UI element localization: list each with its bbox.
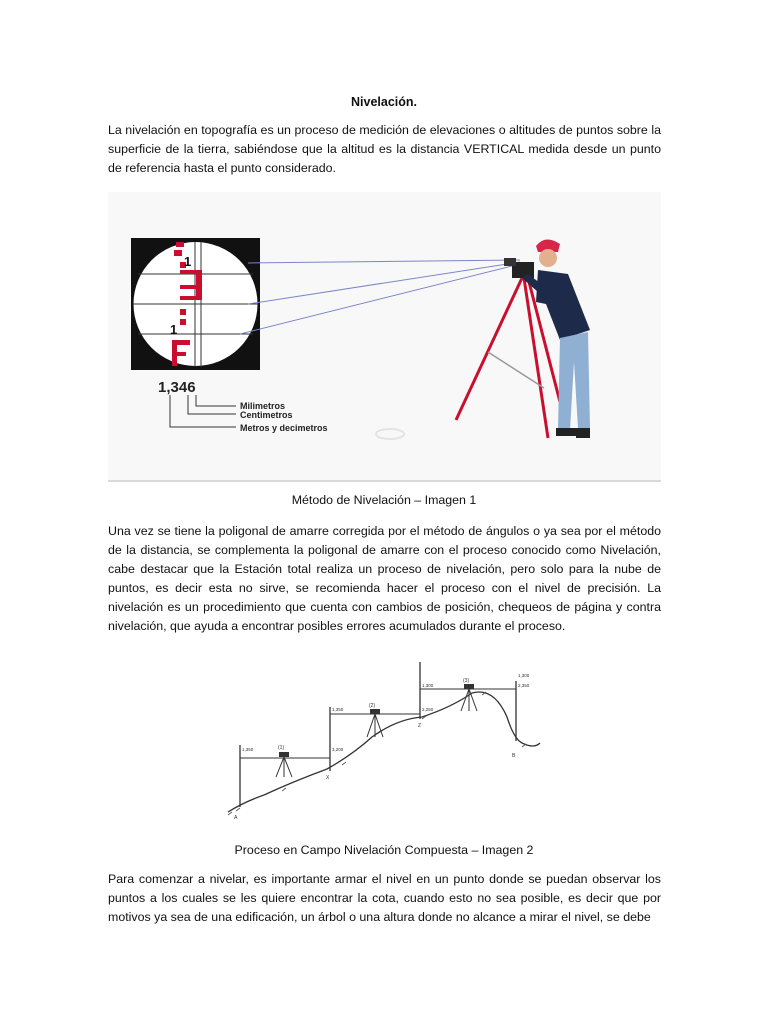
figure2-caption: Proceso en Campo Nivelación Compuesta – Imagen 2 <box>234 843 534 857</box>
rod-reading-6: 2,350 <box>518 683 530 688</box>
figure-compound-leveling-diagram <box>222 657 544 822</box>
paragraph-procedure: Para comenzar a nivelar, es importante armar el nivel en un punto donde se puedan observar los puntos a los cuales se les quiere encontrar la cota, cuando esto no sea posible, es decir que por motivos ya sea de una edificación, un árbol o una altura donde no alcance a mirar el nivel, se debe <box>108 872 661 924</box>
station-label-1: (1) <box>278 745 285 751</box>
point-label-z: Z <box>418 723 422 729</box>
rod-reading-3: 1,350 <box>332 707 344 712</box>
rod-reading-1: 1,350 <box>242 747 254 752</box>
page-title: Nivelación. <box>351 95 417 109</box>
rod-number-upper: 1 <box>184 254 192 269</box>
paragraph-method: Una vez se tiene la poligonal de amarre corregida por el método de ángulos o ya sea por el método de la distancia, se complementa la poligonal de amarre con el proceso conocido como Nivelación, cabe destacar que la Estación total realiza un proceso de nivelación, pero solo para la nube de puntos, es decir esta no sirve, se recomienda hacer el proceso con el nivel de precisión. La nivelación es un procedimiento que cuenta con cambios de posición, chequeos de página y contra nivelación, que ayuda a encontrar posibles errores acumulados durante el proceso. <box>108 524 661 633</box>
station-3-instrument <box>461 684 477 711</box>
figure-compound-leveling <box>222 657 544 822</box>
point-label-x: X <box>326 775 330 781</box>
rod-number-lower: 1 <box>170 322 178 337</box>
station-label-3: (3) <box>463 678 470 684</box>
rod-reading-2: 3,200 <box>332 747 344 752</box>
point-label-b: B <box>512 753 516 759</box>
legend-centimeters: Centimetros <box>240 410 293 420</box>
figure1-caption: Método de Nivelación – Imagen 1 <box>291 493 477 507</box>
station-2-instrument <box>367 709 383 737</box>
legend-meters-decimeters: Metros y decimetros <box>240 423 328 433</box>
rod-reading-7: 1,300 <box>518 673 530 678</box>
figure-leveling-method <box>108 192 661 482</box>
rod-reading-4: 2,250 <box>422 707 434 712</box>
station-1-instrument <box>276 752 292 777</box>
point-label-a: A <box>234 815 238 821</box>
legend-millimeters: Milimetros <box>240 401 286 411</box>
reading-value: 1,346 <box>158 379 196 396</box>
paragraph-intro: La nivelación en topografía es un proceso de medición de elevaciones o altitudes de puntos sobre la superficie de la tierra, sabiéndose que la altitud es la distancia VERTICAL medida desde un punto de referencia hasta el punto considerado. <box>108 123 661 175</box>
figure-leveling-method-illustration <box>108 192 661 482</box>
station-label-2: (2) <box>369 703 376 709</box>
rod-reading-5: 1,300 <box>422 683 434 688</box>
